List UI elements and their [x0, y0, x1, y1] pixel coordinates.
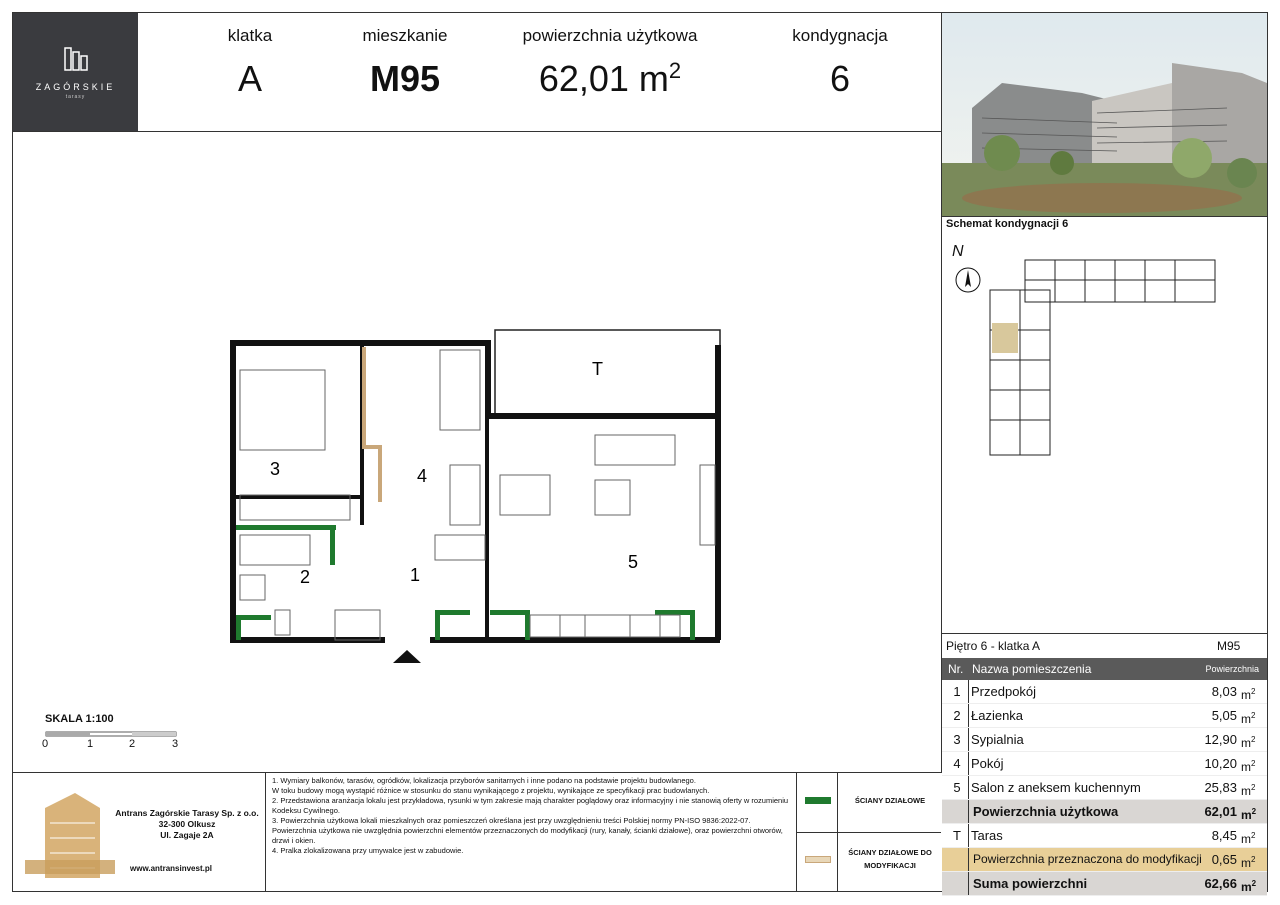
brand-logo — [13, 13, 138, 131]
schema-divider — [942, 216, 1267, 217]
row-name: Suma powierzchni — [968, 872, 1087, 895]
table-title-row — [942, 633, 1267, 658]
unit-sup: 2 — [1251, 759, 1256, 768]
row-unit — [1241, 800, 1256, 827]
legend-divider — [796, 832, 941, 833]
row-area: 62,01 — [1204, 804, 1237, 819]
row-area: 8,03 — [1211, 684, 1237, 699]
header-value — [520, 58, 700, 100]
table-row-total — [942, 872, 1267, 896]
building-photo — [942, 13, 1267, 216]
row-name: Salon z aneksem kuchennym — [968, 776, 1141, 799]
row-area: 5,05 — [1211, 708, 1237, 723]
scale-label: SKALA 1:100 — [45, 713, 114, 725]
schema-title: Schemat kondygnacji 6 — [946, 218, 1069, 230]
company-info — [112, 808, 262, 841]
row-name: Powierzchnia użytkowa — [968, 800, 1118, 823]
note-line: 4. Pralka zlokalizowana przy umywalce jest w zabudowie. — [272, 846, 464, 855]
room-label: 4 — [417, 466, 428, 486]
header-kondygnacja — [780, 26, 900, 100]
terrace-outline — [495, 330, 720, 415]
note-line: 3. Powierzchnia użytkowa lokali mieszkalnych oraz pomieszczeń określana jest przy uwzględnieniu treści Polskiej normy PN-ISO 9836:2022-07. Powierzchnia użytkowa nie uwzględnia powierzchni elementów przeznaczonych do modyfikacji (rury, kanały, ścianki działowe), oraz powierzchni otworów, drzwi i okien. — [272, 816, 783, 845]
row-name: Przedpokój — [968, 680, 1036, 703]
notes-block — [272, 776, 792, 856]
row-area: 10,20 — [1204, 756, 1237, 771]
row-unit — [1241, 728, 1255, 755]
company-url[interactable]: www.antransinvest.pl — [130, 864, 212, 873]
row-unit — [1241, 872, 1256, 899]
header-value: M95 — [369, 58, 441, 99]
floor-schema — [985, 250, 1220, 465]
scale-tick: 0 — [42, 738, 49, 750]
highlighted-unit — [992, 323, 1018, 353]
scale-tick: 3 — [172, 738, 179, 750]
unit-text: m — [1241, 736, 1251, 750]
note-line: 1. Wymiary balkonów, tarasów, ogródków, lokalizacja przyborów sanitarnych i inne podano na podstawie projektu budowlanego. — [272, 776, 696, 785]
row-unit — [1241, 680, 1255, 707]
company-address1: 32-300 Olkusz — [158, 819, 216, 829]
room-label: 1 — [410, 565, 421, 585]
table-title: Piętro 6 - klatka A — [946, 639, 1041, 653]
areas-table — [942, 633, 1267, 896]
unit-sup: 2 — [1251, 879, 1257, 888]
row-nr: 4 — [953, 756, 961, 771]
room-label: 5 — [628, 552, 639, 572]
area-value: 62,01 m — [538, 58, 669, 99]
company-name: Antrans Zagórskie Tarasy Sp. z o.o. — [115, 808, 259, 818]
north-label: N — [952, 243, 964, 260]
table-row — [942, 776, 1267, 800]
table-unit-id: M95 — [1217, 639, 1241, 653]
table-row-usable — [942, 800, 1267, 824]
unit-text: m — [1241, 784, 1251, 798]
footer-vline — [265, 773, 266, 891]
header-label: kondygnacja — [792, 26, 888, 45]
header-label: mieszkanie — [362, 26, 448, 45]
logo-sub: tarasy — [65, 94, 86, 100]
header-area — [520, 26, 700, 100]
header-klatka — [200, 26, 300, 100]
row-name: Pokój — [968, 752, 1004, 775]
scale-bar — [45, 731, 177, 751]
scale-tick: 2 — [129, 738, 136, 750]
row-name: Sypialnia — [968, 728, 1024, 751]
row-area: 25,83 — [1204, 780, 1237, 795]
compass-icon — [955, 267, 981, 293]
room-label: 2 — [300, 567, 311, 587]
room-label: T — [592, 359, 603, 379]
row-name: Taras — [968, 824, 1003, 847]
unit-sup: 2 — [1251, 735, 1256, 744]
footer-divider — [13, 772, 941, 773]
scale-tick: 1 — [87, 738, 94, 750]
unit-sup: 2 — [1251, 855, 1256, 864]
head-area: Powierzchnia — [1205, 664, 1259, 674]
table-row — [942, 752, 1267, 776]
unit-text: m — [1241, 856, 1251, 870]
head-name: Nazwa pomieszczenia — [972, 662, 1092, 676]
table-row — [942, 704, 1267, 728]
logo-name: ZAGÓRSKIE — [35, 82, 116, 92]
unit-sup: 2 — [1251, 711, 1256, 720]
row-area: 0,65 — [1211, 852, 1237, 867]
row-nr: 5 — [953, 780, 961, 795]
unit-sup: 2 — [1251, 807, 1257, 816]
header-value: A — [237, 58, 262, 99]
table-row — [942, 728, 1267, 752]
row-unit — [1241, 824, 1255, 851]
row-name: Łazienka — [968, 704, 1023, 727]
unit-sup: 2 — [1251, 687, 1256, 696]
row-unit — [1241, 848, 1255, 875]
legend-swatch-partition — [805, 797, 831, 804]
building-logo-icon — [59, 44, 93, 74]
row-nr: 2 — [953, 708, 961, 723]
area-sup: 2 — [668, 58, 682, 83]
company-address2: Ul. Zagaje 2A — [160, 830, 214, 840]
company-logo — [25, 788, 115, 886]
note-line: 2. Przedstawiona aranżacja lokalu jest przykładowa, rysunki w tym zakresie mają charakter poglądowy oraz informacyjny i nie stanowią oferty w rozumieniu Kodeksu Cywilnego. — [272, 796, 789, 815]
table-head — [942, 658, 1267, 680]
unit-text: m — [1241, 760, 1251, 774]
room-label: 3 — [270, 459, 281, 479]
row-unit — [1241, 704, 1255, 731]
unit-text: m — [1241, 688, 1251, 702]
head-nr: Nr. — [948, 662, 964, 676]
row-area: 8,45 — [1211, 828, 1237, 843]
row-unit — [1241, 776, 1255, 803]
header-value: 6 — [829, 58, 851, 99]
floor-plan — [225, 325, 735, 670]
row-nr: T — [953, 828, 961, 843]
header-mieszkanie — [340, 26, 470, 100]
table-row — [942, 680, 1267, 704]
legend-label: ŚCIANY DZIAŁOWE DO MODYFIKACJI — [848, 848, 932, 870]
row-area: 12,90 — [1204, 732, 1237, 747]
unit-sup: 2 — [1251, 783, 1256, 792]
row-unit — [1241, 752, 1255, 779]
row-nr: 1 — [953, 684, 961, 699]
unit-sup: 2 — [1251, 831, 1256, 840]
row-area: 62,66 — [1204, 876, 1237, 891]
row-nr: 3 — [953, 732, 961, 747]
note-line: W toku budowy mogą wystąpić różnice w stosunku do stanu wynikającego z projektu, wynikające ze specyfikacji prac budowlanych. — [272, 786, 710, 795]
unit-text: m — [1241, 832, 1251, 846]
unit-text: m — [1241, 880, 1252, 894]
header-label: powierzchnia użytkowa — [522, 26, 698, 45]
entrance-marker — [393, 650, 421, 663]
unit-text: m — [1241, 808, 1252, 822]
legend-swatch-modifiable — [805, 856, 831, 863]
table-row-terrace — [942, 824, 1267, 848]
table-row-modification — [942, 848, 1267, 872]
row-name: Powierzchnia przeznaczona do modyfikacji — [968, 848, 1202, 871]
legend-label: ŚCIANY DZIAŁOWE — [854, 796, 926, 805]
unit-text: m — [1241, 712, 1251, 726]
header-label: klatka — [227, 26, 273, 45]
header-divider — [13, 131, 941, 132]
